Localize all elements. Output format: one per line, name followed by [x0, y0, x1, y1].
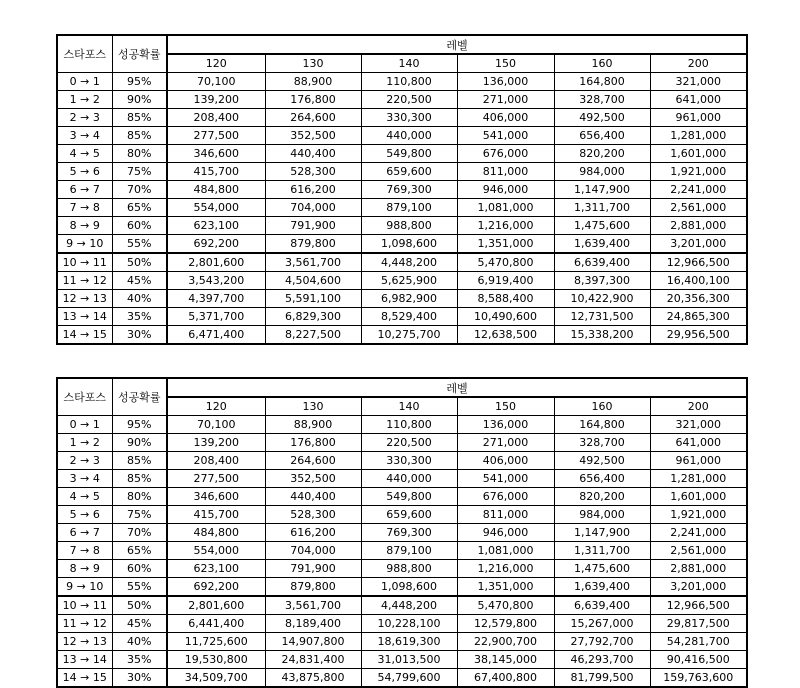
cost-cell: 271,000 [457, 434, 554, 452]
cost-cell: 554,000 [167, 542, 265, 560]
level-header-cell: 160 [554, 54, 650, 73]
table-row [57, 181, 747, 199]
cost-cell: 415,700 [167, 163, 265, 181]
table-row [57, 615, 747, 633]
starforce-step-cell: 4 → 5 [57, 488, 112, 506]
starforce-step-cell: 3 → 4 [57, 127, 112, 145]
cost-cell: 352,500 [265, 470, 361, 488]
cost-cell: 1,081,000 [457, 542, 554, 560]
cost-cell: 271,000 [457, 91, 554, 109]
cost-cell: 616,200 [265, 524, 361, 542]
starforce-step-cell: 9 → 10 [57, 578, 112, 597]
starforce-step-cell: 2 → 3 [57, 109, 112, 127]
table-row [57, 73, 747, 91]
starforce-step-cell: 0 → 1 [57, 416, 112, 434]
cost-cell: 159,763,600 [650, 669, 747, 688]
cost-cell: 484,800 [167, 524, 265, 542]
level-header-cell: 140 [361, 397, 457, 416]
success-rate-cell: 40% [112, 290, 167, 308]
table-row [57, 290, 747, 308]
cost-cell: 90,416,500 [650, 651, 747, 669]
table-row [57, 434, 747, 452]
cost-cell: 791,900 [265, 217, 361, 235]
cost-cell: 820,200 [554, 488, 650, 506]
success-rate-cell: 95% [112, 73, 167, 91]
cost-cell: 27,792,700 [554, 633, 650, 651]
success-rate-column-header: 성공확률 [112, 35, 167, 73]
cost-cell: 321,000 [650, 416, 747, 434]
table-row [57, 542, 747, 560]
table-row [57, 470, 747, 488]
cost-cell: 2,241,000 [650, 524, 747, 542]
starforce-step-cell: 12 → 13 [57, 633, 112, 651]
table-row [57, 578, 747, 597]
cost-cell: 554,000 [167, 199, 265, 217]
cost-cell: 3,561,700 [265, 253, 361, 272]
cost-cell: 1,098,600 [361, 235, 457, 254]
level-header-cell: 200 [650, 54, 747, 73]
cost-cell: 946,000 [457, 181, 554, 199]
cost-cell: 6,639,400 [554, 253, 650, 272]
cost-cell: 1,098,600 [361, 578, 457, 597]
success-rate-cell: 90% [112, 91, 167, 109]
cost-cell: 1,147,900 [554, 181, 650, 199]
success-rate-cell: 55% [112, 235, 167, 254]
starforce-step-cell: 7 → 8 [57, 199, 112, 217]
cost-cell: 440,000 [361, 127, 457, 145]
table-row [57, 235, 747, 254]
cost-cell: 12,731,500 [554, 308, 650, 326]
cost-cell: 18,619,300 [361, 633, 457, 651]
success-rate-cell: 45% [112, 272, 167, 290]
cost-cell: 8,397,300 [554, 272, 650, 290]
cost-cell: 415,700 [167, 506, 265, 524]
cost-cell: 1,281,000 [650, 470, 747, 488]
cost-cell: 2,241,000 [650, 181, 747, 199]
cost-cell: 12,966,500 [650, 253, 747, 272]
level-group-header: 레벨 [167, 378, 747, 397]
starforce-step-cell: 0 → 1 [57, 73, 112, 91]
cost-cell: 34,509,700 [167, 669, 265, 688]
success-rate-cell: 65% [112, 542, 167, 560]
table-row [57, 253, 747, 272]
table-row [57, 163, 747, 181]
level-header-cell: 160 [554, 397, 650, 416]
cost-cell: 1,639,400 [554, 235, 650, 254]
cost-cell: 5,591,100 [265, 290, 361, 308]
cost-cell: 321,000 [650, 73, 747, 91]
cost-cell: 110,800 [361, 416, 457, 434]
cost-cell: 440,400 [265, 145, 361, 163]
cost-cell: 984,000 [554, 506, 650, 524]
cost-cell: 12,966,500 [650, 596, 747, 615]
cost-cell: 440,000 [361, 470, 457, 488]
cost-cell: 16,400,100 [650, 272, 747, 290]
cost-cell: 769,300 [361, 181, 457, 199]
cost-cell: 277,500 [167, 470, 265, 488]
success-rate-cell: 85% [112, 109, 167, 127]
cost-cell: 879,800 [265, 235, 361, 254]
success-rate-cell: 55% [112, 578, 167, 597]
starforce-cost-table-2 [56, 377, 748, 688]
cost-cell: 43,875,800 [265, 669, 361, 688]
cost-cell: 6,829,300 [265, 308, 361, 326]
cost-cell: 5,371,700 [167, 308, 265, 326]
cost-cell: 139,200 [167, 91, 265, 109]
cost-cell: 623,100 [167, 217, 265, 235]
cost-cell: 19,530,800 [167, 651, 265, 669]
table-row [57, 669, 747, 688]
table-row [57, 199, 747, 217]
cost-cell: 811,000 [457, 163, 554, 181]
cost-cell: 1,601,000 [650, 488, 747, 506]
cost-cell: 641,000 [650, 91, 747, 109]
cost-cell: 29,956,500 [650, 326, 747, 345]
cost-cell: 38,145,000 [457, 651, 554, 669]
cost-cell: 6,639,400 [554, 596, 650, 615]
table-row [57, 416, 747, 434]
cost-cell: 2,801,600 [167, 253, 265, 272]
cost-cell: 549,800 [361, 145, 457, 163]
table-row [57, 127, 747, 145]
cost-cell: 541,000 [457, 470, 554, 488]
cost-cell: 2,881,000 [650, 217, 747, 235]
success-rate-cell: 35% [112, 651, 167, 669]
cost-cell: 1,475,600 [554, 560, 650, 578]
cost-cell: 1,921,000 [650, 163, 747, 181]
cost-cell: 811,000 [457, 506, 554, 524]
cost-cell: 264,600 [265, 109, 361, 127]
table-row [57, 272, 747, 290]
starforce-column-header: 스타포스 [57, 378, 112, 416]
success-rate-cell: 40% [112, 633, 167, 651]
table-row [57, 506, 747, 524]
starforce-step-cell: 6 → 7 [57, 181, 112, 199]
cost-cell: 352,500 [265, 127, 361, 145]
cost-cell: 330,300 [361, 109, 457, 127]
cost-cell: 15,267,000 [554, 615, 650, 633]
cost-cell: 176,800 [265, 434, 361, 452]
cost-cell: 1,216,000 [457, 560, 554, 578]
cost-cell: 8,588,400 [457, 290, 554, 308]
cost-cell: 528,300 [265, 163, 361, 181]
cost-cell: 29,817,500 [650, 615, 747, 633]
cost-cell: 24,865,300 [650, 308, 747, 326]
success-rate-cell: 85% [112, 452, 167, 470]
cost-cell: 10,275,700 [361, 326, 457, 345]
table-row [57, 488, 747, 506]
cost-cell: 988,800 [361, 560, 457, 578]
cost-cell: 2,801,600 [167, 596, 265, 615]
cost-cell: 623,100 [167, 560, 265, 578]
cost-cell: 10,490,600 [457, 308, 554, 326]
cost-cell: 656,400 [554, 127, 650, 145]
starforce-step-cell: 7 → 8 [57, 542, 112, 560]
cost-cell: 70,100 [167, 416, 265, 434]
cost-cell: 6,919,400 [457, 272, 554, 290]
cost-cell: 1,147,900 [554, 524, 650, 542]
cost-cell: 46,293,700 [554, 651, 650, 669]
cost-cell: 5,625,900 [361, 272, 457, 290]
level-header-cell: 120 [167, 397, 265, 416]
success-rate-cell: 60% [112, 560, 167, 578]
cost-cell: 6,441,400 [167, 615, 265, 633]
cost-cell: 961,000 [650, 109, 747, 127]
cost-cell: 616,200 [265, 181, 361, 199]
table-row [57, 651, 747, 669]
starforce-step-cell: 13 → 14 [57, 308, 112, 326]
cost-cell: 440,400 [265, 488, 361, 506]
level-header-cell: 150 [457, 54, 554, 73]
starforce-step-cell: 8 → 9 [57, 560, 112, 578]
cost-cell: 704,000 [265, 199, 361, 217]
starforce-step-cell: 6 → 7 [57, 524, 112, 542]
cost-cell: 1,639,400 [554, 578, 650, 597]
starforce-column-header: 스타포스 [57, 35, 112, 73]
starforce-step-cell: 13 → 14 [57, 651, 112, 669]
success-rate-cell: 50% [112, 596, 167, 615]
cost-cell: 22,900,700 [457, 633, 554, 651]
cost-cell: 54,281,700 [650, 633, 747, 651]
table-row [57, 326, 747, 345]
level-header-cell: 130 [265, 397, 361, 416]
level-group-header: 레벨 [167, 35, 747, 54]
success-rate-cell: 60% [112, 217, 167, 235]
starforce-step-cell: 4 → 5 [57, 145, 112, 163]
table-row [57, 109, 747, 127]
cost-cell: 264,600 [265, 452, 361, 470]
cost-cell: 879,100 [361, 542, 457, 560]
cost-cell: 136,000 [457, 73, 554, 91]
cost-cell: 208,400 [167, 109, 265, 127]
cost-cell: 70,100 [167, 73, 265, 91]
cost-cell: 4,397,700 [167, 290, 265, 308]
cost-cell: 139,200 [167, 434, 265, 452]
cost-cell: 2,561,000 [650, 542, 747, 560]
starforce-step-cell: 10 → 11 [57, 253, 112, 272]
success-rate-cell: 65% [112, 199, 167, 217]
cost-cell: 12,638,500 [457, 326, 554, 345]
cost-cell: 6,982,900 [361, 290, 457, 308]
cost-cell: 220,500 [361, 91, 457, 109]
cost-cell: 541,000 [457, 127, 554, 145]
cost-cell: 277,500 [167, 127, 265, 145]
success-rate-cell: 80% [112, 488, 167, 506]
cost-cell: 1,351,000 [457, 578, 554, 597]
cost-cell: 88,900 [265, 73, 361, 91]
cost-cell: 1,216,000 [457, 217, 554, 235]
success-rate-cell: 95% [112, 416, 167, 434]
starforce-cost-table-1 [56, 34, 748, 345]
success-rate-cell: 70% [112, 181, 167, 199]
cost-cell: 549,800 [361, 488, 457, 506]
cost-cell: 110,800 [361, 73, 457, 91]
cost-cell: 3,543,200 [167, 272, 265, 290]
cost-cell: 176,800 [265, 91, 361, 109]
cost-cell: 3,201,000 [650, 235, 747, 254]
starforce-step-cell: 8 → 9 [57, 217, 112, 235]
cost-cell: 3,201,000 [650, 578, 747, 597]
cost-cell: 4,504,600 [265, 272, 361, 290]
cost-cell: 1,081,000 [457, 199, 554, 217]
table-row [57, 91, 747, 109]
level-header-cell: 140 [361, 54, 457, 73]
cost-cell: 220,500 [361, 434, 457, 452]
cost-cell: 961,000 [650, 452, 747, 470]
cost-cell: 5,470,800 [457, 253, 554, 272]
success-rate-cell: 75% [112, 506, 167, 524]
cost-cell: 1,351,000 [457, 235, 554, 254]
cost-cell: 328,700 [554, 434, 650, 452]
success-rate-cell: 30% [112, 669, 167, 688]
table-row [57, 452, 747, 470]
cost-cell: 4,448,200 [361, 253, 457, 272]
starforce-step-cell: 14 → 15 [57, 326, 112, 345]
cost-cell: 406,000 [457, 452, 554, 470]
cost-cell: 330,300 [361, 452, 457, 470]
cost-cell: 492,500 [554, 452, 650, 470]
cost-cell: 67,400,800 [457, 669, 554, 688]
starforce-step-cell: 11 → 12 [57, 615, 112, 633]
cost-cell: 656,400 [554, 470, 650, 488]
cost-cell: 659,600 [361, 163, 457, 181]
level-header-cell: 200 [650, 397, 747, 416]
cost-cell: 676,000 [457, 145, 554, 163]
success-rate-column-header: 성공확률 [112, 378, 167, 416]
starforce-step-cell: 12 → 13 [57, 290, 112, 308]
cost-cell: 8,529,400 [361, 308, 457, 326]
cost-cell: 15,338,200 [554, 326, 650, 345]
success-rate-cell: 35% [112, 308, 167, 326]
cost-cell: 692,200 [167, 578, 265, 597]
level-header-cell: 150 [457, 397, 554, 416]
cost-cell: 946,000 [457, 524, 554, 542]
cost-cell: 988,800 [361, 217, 457, 235]
starforce-step-cell: 10 → 11 [57, 596, 112, 615]
cost-cell: 1,601,000 [650, 145, 747, 163]
table-row [57, 145, 747, 163]
cost-cell: 641,000 [650, 434, 747, 452]
starforce-step-cell: 3 → 4 [57, 470, 112, 488]
starforce-step-cell: 14 → 15 [57, 669, 112, 688]
cost-cell: 484,800 [167, 181, 265, 199]
cost-cell: 164,800 [554, 416, 650, 434]
starforce-step-cell: 1 → 2 [57, 434, 112, 452]
cost-cell: 791,900 [265, 560, 361, 578]
cost-cell: 1,921,000 [650, 506, 747, 524]
cost-cell: 208,400 [167, 452, 265, 470]
table-row [57, 217, 747, 235]
starforce-step-cell: 2 → 3 [57, 452, 112, 470]
cost-cell: 879,800 [265, 578, 361, 597]
success-rate-cell: 30% [112, 326, 167, 345]
cost-cell: 5,470,800 [457, 596, 554, 615]
cost-cell: 528,300 [265, 506, 361, 524]
cost-cell: 54,799,600 [361, 669, 457, 688]
starforce-step-cell: 9 → 10 [57, 235, 112, 254]
cost-cell: 346,600 [167, 488, 265, 506]
cost-cell: 6,471,400 [167, 326, 265, 345]
starforce-step-cell: 11 → 12 [57, 272, 112, 290]
cost-cell: 2,881,000 [650, 560, 747, 578]
success-rate-cell: 70% [112, 524, 167, 542]
cost-cell: 31,013,500 [361, 651, 457, 669]
table-row [57, 524, 747, 542]
cost-cell: 2,561,000 [650, 199, 747, 217]
starforce-step-cell: 5 → 6 [57, 506, 112, 524]
table-row [57, 560, 747, 578]
cost-cell: 984,000 [554, 163, 650, 181]
cost-cell: 81,799,500 [554, 669, 650, 688]
cost-cell: 492,500 [554, 109, 650, 127]
starforce-step-cell: 5 → 6 [57, 163, 112, 181]
cost-cell: 692,200 [167, 235, 265, 254]
cost-cell: 164,800 [554, 73, 650, 91]
cost-cell: 659,600 [361, 506, 457, 524]
success-rate-cell: 45% [112, 615, 167, 633]
cost-cell: 8,227,500 [265, 326, 361, 345]
cost-cell: 14,907,800 [265, 633, 361, 651]
success-rate-cell: 75% [112, 163, 167, 181]
level-header-cell: 130 [265, 54, 361, 73]
success-rate-cell: 90% [112, 434, 167, 452]
table-row [57, 633, 747, 651]
success-rate-cell: 50% [112, 253, 167, 272]
cost-cell: 1,475,600 [554, 217, 650, 235]
table-row [57, 308, 747, 326]
cost-cell: 10,422,900 [554, 290, 650, 308]
cost-cell: 769,300 [361, 524, 457, 542]
success-rate-cell: 85% [112, 127, 167, 145]
cost-cell: 1,281,000 [650, 127, 747, 145]
cost-cell: 1,311,700 [554, 542, 650, 560]
cost-cell: 11,725,600 [167, 633, 265, 651]
cost-cell: 346,600 [167, 145, 265, 163]
cost-cell: 676,000 [457, 488, 554, 506]
cost-cell: 4,448,200 [361, 596, 457, 615]
success-rate-cell: 85% [112, 470, 167, 488]
cost-cell: 24,831,400 [265, 651, 361, 669]
cost-cell: 136,000 [457, 416, 554, 434]
cost-cell: 1,311,700 [554, 199, 650, 217]
cost-cell: 3,561,700 [265, 596, 361, 615]
cost-cell: 704,000 [265, 542, 361, 560]
cost-cell: 8,189,400 [265, 615, 361, 633]
cost-cell: 820,200 [554, 145, 650, 163]
cost-cell: 12,579,800 [457, 615, 554, 633]
table-row [57, 596, 747, 615]
cost-cell: 10,228,100 [361, 615, 457, 633]
cost-cell: 406,000 [457, 109, 554, 127]
cost-cell: 88,900 [265, 416, 361, 434]
level-header-cell: 120 [167, 54, 265, 73]
cost-cell: 20,356,300 [650, 290, 747, 308]
cost-cell: 879,100 [361, 199, 457, 217]
cost-cell: 328,700 [554, 91, 650, 109]
starforce-step-cell: 1 → 2 [57, 91, 112, 109]
success-rate-cell: 80% [112, 145, 167, 163]
